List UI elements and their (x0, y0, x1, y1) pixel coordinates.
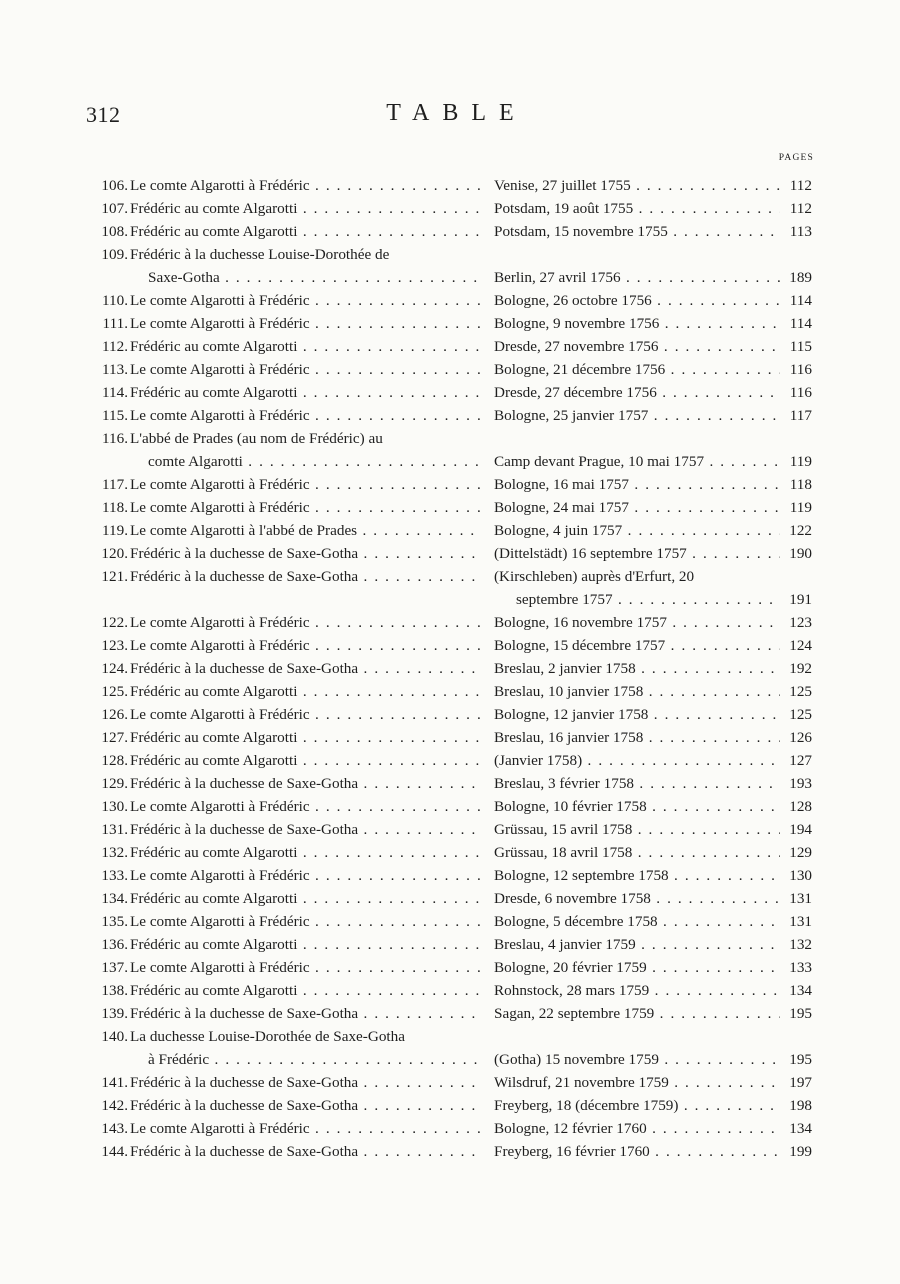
toc-entry (86, 220, 814, 243)
toc-entry (86, 841, 814, 864)
entry-page: 134 (789, 982, 812, 999)
entry-page: 195 (789, 1051, 812, 1068)
entry-page: 199 (789, 1143, 812, 1160)
toc-entry (86, 795, 814, 818)
toc-entry (86, 634, 814, 657)
entry-place-date: Breslau, 16 janvier 1758 . . . (494, 726, 780, 749)
entry-number: 106. (101, 177, 128, 194)
toc-entry (86, 243, 814, 266)
entry-page: 113 (789, 223, 812, 240)
entry-place-date: Berlin, 27 avril 1756 . . . (494, 266, 780, 289)
entry-description: La duchesse Louise-Dorothée de Saxe-Gotha (130, 1028, 405, 1045)
entry-place-date: Bologne, 15 décembre 1757 . . . (494, 634, 780, 657)
entry-description: Le comte Algarotti à Frédéric . . . (130, 1117, 482, 1140)
toc-entry (86, 519, 814, 542)
entry-description-continued: comte Algarotti . . . (148, 450, 482, 473)
toc-entry (86, 933, 814, 956)
entry-place-date: Potsdam, 19 août 1755 . . . (494, 197, 780, 220)
entry-description: Frédéric à la duchesse de Saxe-Gotha . . . (130, 1094, 482, 1117)
entry-description: Le comte Algarotti à Frédéric . . . (130, 312, 482, 335)
entry-place-date: (Janvier 1758) . . . (494, 749, 780, 772)
entry-place-date: Bologne, 4 juin 1757 . . . (494, 519, 780, 542)
toc-entry (86, 979, 814, 1002)
entry-place-date: (Kirschleben) auprès d'Erfurt, 20 (494, 568, 695, 585)
toc-entry (86, 657, 814, 680)
entry-number: 126. (101, 706, 128, 723)
entry-number: 118. (101, 499, 128, 516)
entry-description: Frédéric au comte Algarotti . . . (130, 680, 482, 703)
entry-description-continued: Saxe-Gotha . . . (148, 266, 482, 289)
entry-description: Frédéric au comte Algarotti . . . (130, 197, 482, 220)
entry-page: 114 (789, 292, 812, 309)
entry-description: Le comte Algarotti à Frédéric . . . (130, 496, 482, 519)
entry-page: 119 (789, 499, 812, 516)
entry-place-date: Freyberg, 18 (décembre 1759) . . . (494, 1094, 780, 1117)
toc-entry-continuation (86, 588, 814, 611)
entry-page: 117 (789, 407, 812, 424)
entry-description: Le comte Algarotti à Frédéric . . . (130, 634, 482, 657)
entry-description: Frédéric au comte Algarotti . . . (130, 979, 482, 1002)
entry-page: 112 (789, 200, 812, 217)
entry-description: Frédéric à la duchesse de Saxe-Gotha . . . (130, 818, 482, 841)
entry-place-date: Sagan, 22 septembre 1759 . . . (494, 1002, 780, 1025)
entry-number: 131. (101, 821, 128, 838)
toc-entry (86, 542, 814, 565)
entry-description: Frédéric au comte Algarotti . . . (130, 726, 482, 749)
entry-page: 115 (789, 338, 812, 355)
entry-place-date: Breslau, 4 janvier 1759 . . . (494, 933, 780, 956)
entry-place-date: Bologne, 26 octobre 1756 . . . (494, 289, 780, 312)
entry-description: Le comte Algarotti à Frédéric . . . (130, 289, 482, 312)
entry-description: Le comte Algarotti à Frédéric . . . (130, 910, 482, 933)
toc-entry-continuation (86, 266, 814, 289)
entry-number: 107. (101, 200, 128, 217)
entry-page: 128 (789, 798, 812, 815)
entry-page: 122 (789, 522, 812, 539)
toc-entry (86, 565, 814, 588)
entry-number: 143. (101, 1120, 128, 1137)
entry-place-date: Dresde, 27 décembre 1756 . . . (494, 381, 780, 404)
entry-page: 190 (789, 545, 812, 562)
entry-page: 126 (789, 729, 812, 746)
entry-number: 129. (101, 775, 128, 792)
toc-entry (86, 289, 814, 312)
entry-place-date: Bologne, 20 février 1759 . . . (494, 956, 780, 979)
entry-place-date: Wilsdruf, 21 novembre 1759 . . . (494, 1071, 780, 1094)
entry-description: Frédéric à la duchesse de Saxe-Gotha . . . (130, 657, 482, 680)
entry-page: 134 (789, 1120, 812, 1137)
entry-page: 191 (789, 591, 812, 608)
toc-entry (86, 1025, 814, 1048)
entry-description: Frédéric au comte Algarotti . . . (130, 749, 482, 772)
entry-description: Le comte Algarotti à Frédéric . . . (130, 174, 482, 197)
toc-entry (86, 473, 814, 496)
page-title: TABLE (386, 100, 527, 126)
entry-page: 125 (789, 683, 812, 700)
entry-page: 192 (789, 660, 812, 677)
entry-place-date: Potsdam, 15 novembre 1755 . . . (494, 220, 780, 243)
entry-number: 120. (101, 545, 128, 562)
toc-entry (86, 381, 814, 404)
toc-entry (86, 611, 814, 634)
entry-place-date: Dresde, 6 novembre 1758 . . . (494, 887, 780, 910)
entry-place-date-continued: septembre 1757 . . . (516, 588, 780, 611)
entry-page: 119 (789, 453, 812, 470)
entry-description: Frédéric à la duchesse de Saxe-Gotha . . . (130, 772, 482, 795)
entry-page: 130 (789, 867, 812, 884)
toc-entry (86, 864, 814, 887)
entry-number: 142. (101, 1097, 128, 1114)
entry-description: Frédéric au comte Algarotti . . . (130, 220, 482, 243)
entry-place-date: Bologne, 16 novembre 1757 . . . (494, 611, 780, 634)
entry-number: 132. (101, 844, 128, 861)
toc-entry-continuation (86, 1048, 814, 1071)
entry-page: 193 (789, 775, 812, 792)
entry-number: 134. (101, 890, 128, 907)
toc-entry (86, 197, 814, 220)
entry-page: 112 (789, 177, 812, 194)
entry-page: 129 (789, 844, 812, 861)
toc-entry (86, 358, 814, 381)
entry-description: Frédéric à la duchesse Louise-Dorothée de (130, 246, 390, 263)
entry-place-date: Bologne, 25 janvier 1757 . . . (494, 404, 780, 427)
entry-number: 112. (101, 338, 128, 355)
entry-place-date: Breslau, 3 février 1758 . . . (494, 772, 780, 795)
entry-place-date: Freyberg, 16 février 1760 . . . (494, 1140, 780, 1163)
entry-description: Frédéric au comte Algarotti . . . (130, 841, 482, 864)
entry-description: L'abbé de Prades (au nom de Frédéric) au (130, 430, 383, 447)
entry-place-date: Bologne, 21 décembre 1756 . . . (494, 358, 780, 381)
entry-description: Le comte Algarotti à Frédéric . . . (130, 703, 482, 726)
entry-page: 116 (789, 361, 812, 378)
entry-place-date: Venise, 27 juillet 1755 . . . (494, 174, 780, 197)
entry-number: 116. (101, 430, 128, 447)
toc-entry (86, 1117, 814, 1140)
toc-entry (86, 335, 814, 358)
toc-entry (86, 1002, 814, 1025)
entry-place-date: Bologne, 12 février 1760 . . . (494, 1117, 780, 1140)
toc-entry (86, 312, 814, 335)
entry-description: Frédéric au comte Algarotti . . . (130, 887, 482, 910)
entry-page: 127 (789, 752, 812, 769)
entry-number: 124. (101, 660, 128, 677)
toc-entry (86, 956, 814, 979)
entry-place-date: Breslau, 10 janvier 1758 . . . (494, 680, 780, 703)
toc-entry (86, 749, 814, 772)
entry-place-date: (Gotha) 15 novembre 1759 . . . (494, 1048, 780, 1071)
entry-place-date: Grüssau, 15 avril 1758 . . . (494, 818, 780, 841)
entry-description: Frédéric à la duchesse de Saxe-Gotha . . . (130, 565, 482, 588)
toc-entry (86, 496, 814, 519)
entry-number: 139. (101, 1005, 128, 1022)
entry-number: 109. (101, 246, 128, 263)
entry-number: 110. (101, 292, 128, 309)
entry-number: 144. (101, 1143, 128, 1160)
entry-page: 114 (789, 315, 812, 332)
entry-place-date: Bologne, 9 novembre 1756 . . . (494, 312, 780, 335)
entry-place-date: Dresde, 27 novembre 1756 . . . (494, 335, 780, 358)
entry-page: 131 (789, 913, 812, 930)
entry-page: 124 (789, 637, 812, 654)
entry-number: 125. (101, 683, 128, 700)
entry-description: Le comte Algarotti à Frédéric . . . (130, 864, 482, 887)
entry-page: 131 (789, 890, 812, 907)
entry-description: Frédéric au comte Algarotti . . . (130, 933, 482, 956)
entry-number: 127. (101, 729, 128, 746)
entry-number: 108. (101, 223, 128, 240)
toc-entry (86, 1071, 814, 1094)
entry-number: 115. (101, 407, 128, 424)
entry-description: Frédéric à la duchesse de Saxe-Gotha . . . (130, 1002, 482, 1025)
entry-description: Frédéric au comte Algarotti . . . (130, 381, 482, 404)
entry-description: Le comte Algarotti à Frédéric . . . (130, 358, 482, 381)
toc-entry-continuation (86, 450, 814, 473)
entry-place-date: Breslau, 2 janvier 1758 . . . (494, 657, 780, 680)
entry-page: 125 (789, 706, 812, 723)
entry-number: 128. (101, 752, 128, 769)
entry-number: 113. (101, 361, 128, 378)
entry-description: Le comte Algarotti à l'abbé de Prades . . . (130, 519, 482, 542)
entry-place-date: Bologne, 16 mai 1757 . . . (494, 473, 780, 496)
toc-entry (86, 1094, 814, 1117)
entry-description: Le comte Algarotti à Frédéric . . . (130, 956, 482, 979)
entry-page: 194 (789, 821, 812, 838)
entry-page: 132 (789, 936, 812, 953)
entry-description: Le comte Algarotti à Frédéric . . . (130, 404, 482, 427)
toc-entry (86, 427, 814, 450)
entry-place-date: Bologne, 24 mai 1757 . . . (494, 496, 780, 519)
entry-description: Le comte Algarotti à Frédéric . . . (130, 473, 482, 496)
toc-entry (86, 174, 814, 197)
toc-entry (86, 772, 814, 795)
entry-place-date: Bologne, 12 septembre 1758 . . . (494, 864, 780, 887)
entry-page: 116 (789, 384, 812, 401)
entry-place-date: (Dittelstädt) 16 septembre 1757 . . . (494, 542, 780, 565)
entry-place-date: Bologne, 10 février 1758 . . . (494, 795, 780, 818)
entry-page: 197 (789, 1074, 812, 1091)
toc-entry (86, 680, 814, 703)
entry-number: 133. (101, 867, 128, 884)
entry-place-date: Bologne, 12 janvier 1758 . . . (494, 703, 780, 726)
toc-entry (86, 726, 814, 749)
entry-description: Le comte Algarotti à Frédéric . . . (130, 795, 482, 818)
toc-entry (86, 703, 814, 726)
toc-entry (86, 910, 814, 933)
entry-number: 119. (101, 522, 128, 539)
entry-number: 136. (101, 936, 128, 953)
entry-page: 189 (789, 269, 812, 286)
pages-column-label: PAGES (778, 153, 814, 163)
entry-number: 141. (101, 1074, 128, 1091)
entry-page: 195 (789, 1005, 812, 1022)
table-of-contents (86, 174, 814, 1163)
toc-entry (86, 1140, 814, 1163)
entry-number: 137. (101, 959, 128, 976)
entry-place-date: Grüssau, 18 avril 1758 . . . (494, 841, 780, 864)
entry-description: Frédéric au comte Algarotti . . . (130, 335, 482, 358)
entry-place-date: Bologne, 5 décembre 1758 . . . (494, 910, 780, 933)
entry-page: 118 (789, 476, 812, 493)
entry-description-continued: à Frédéric . . . (148, 1048, 482, 1071)
toc-entry (86, 887, 814, 910)
entry-description: Frédéric à la duchesse de Saxe-Gotha . . . (130, 542, 482, 565)
entry-place-date: Camp devant Prague, 10 mai 1757 . . . (494, 450, 780, 473)
entry-page: 198 (789, 1097, 812, 1114)
entry-page: 133 (789, 959, 812, 976)
entry-description: Frédéric à la duchesse de Saxe-Gotha . . . (130, 1140, 482, 1163)
entry-number: 140. (101, 1028, 128, 1045)
entry-number: 121. (101, 568, 128, 585)
entry-number: 122. (101, 614, 128, 631)
entry-description: Frédéric à la duchesse de Saxe-Gotha . . . (130, 1071, 482, 1094)
entry-number: 114. (101, 384, 128, 401)
entry-number: 130. (101, 798, 128, 815)
toc-entry (86, 818, 814, 841)
entry-place-date: Rohnstock, 28 mars 1759 . . . (494, 979, 780, 1002)
entry-number: 117. (101, 476, 128, 493)
entry-number: 135. (101, 913, 128, 930)
page-number: 312 (86, 102, 121, 127)
entry-number: 138. (101, 982, 128, 999)
entry-page: 123 (789, 614, 812, 631)
entry-description: Le comte Algarotti à Frédéric . . . (130, 611, 482, 634)
entry-number: 123. (101, 637, 128, 654)
entry-number: 111. (102, 315, 128, 332)
toc-entry (86, 404, 814, 427)
